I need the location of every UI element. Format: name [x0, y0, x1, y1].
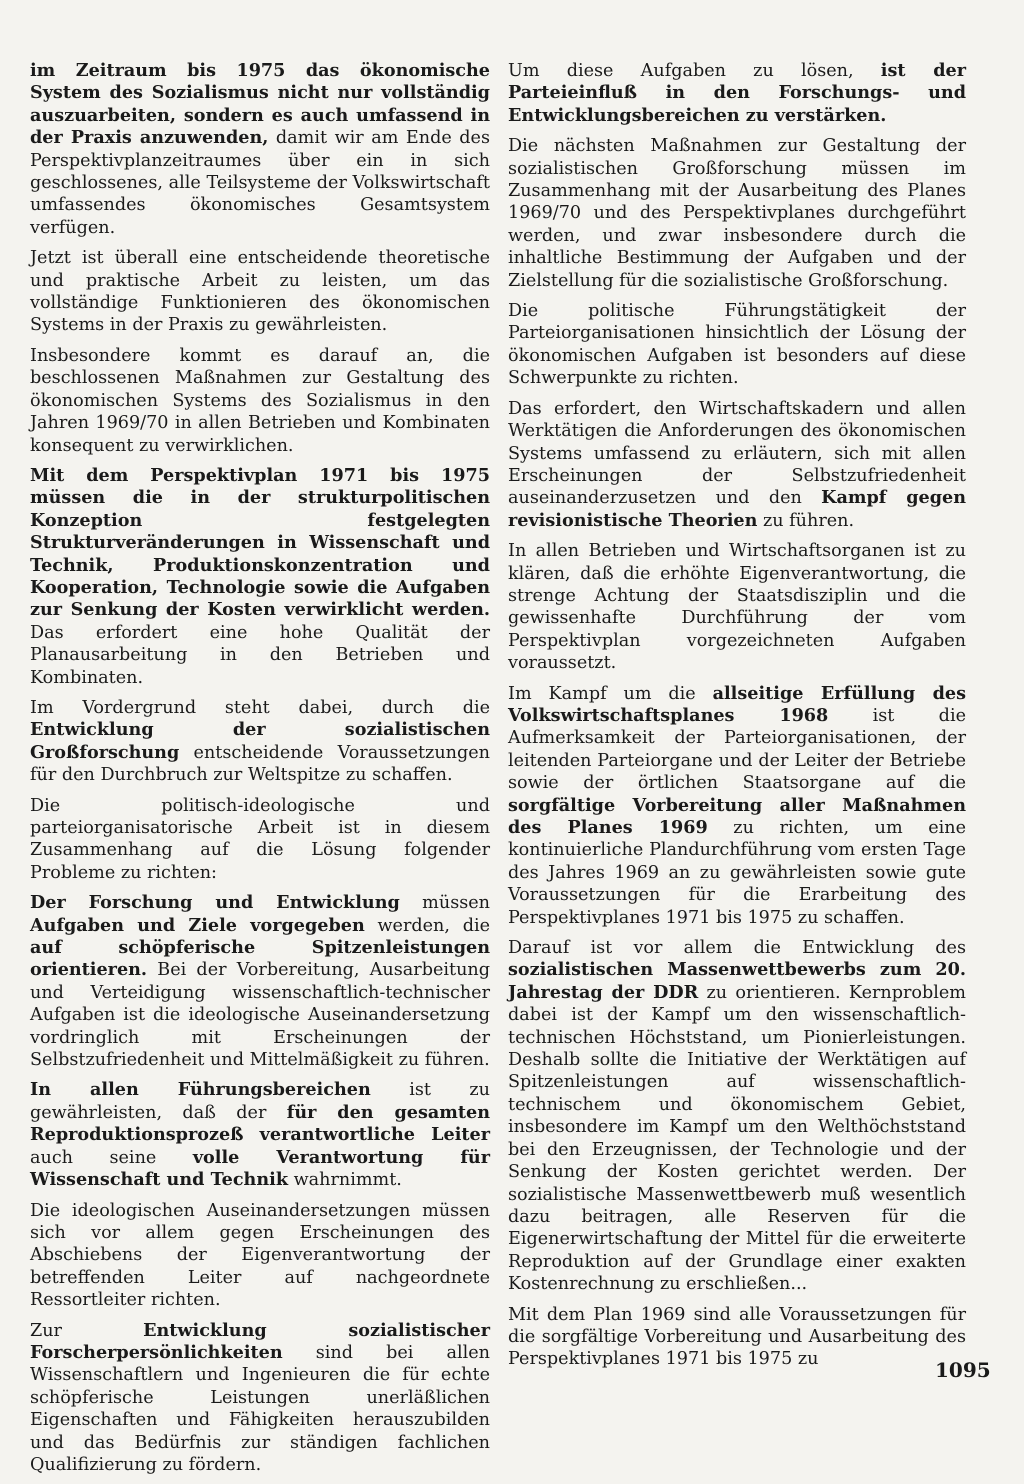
bold-text: sozialistischen Massenwettbewerbs zum 20. Jahrestag der DDR [508, 959, 966, 1003]
bold-text: auf schöpferische Spitzenleistungen orientieren. [30, 937, 490, 981]
text-run: ist zu gewährleisten, daß der [30, 1080, 490, 1123]
text-run: auch seine [30, 1147, 193, 1168]
bold-text: Entwicklung der sozialistischen Großforschung [30, 719, 490, 763]
paragraph [30, 1079, 490, 1191]
bold-text: Aufgaben und Ziele vorgegeben [30, 914, 365, 936]
paragraph [30, 1320, 490, 1477]
paragraph [508, 135, 966, 292]
paragraph [508, 937, 966, 1296]
paragraph [30, 795, 490, 885]
right-column [508, 60, 966, 1379]
bold-text: für den gesamten Reproduktionsprozeß verantwortliche Leiter [30, 1101, 490, 1146]
text-run: Bei der Vorbereitung, Ausarbeitung und Verteidigung wissenschaftlich-technischer Aufgaben ist die ideologische Auseinandersetzung vordringlich mit Erscheinungen der Selbstzufriedenheit und Mittelmäßigkeit zu führen. [30, 960, 490, 1071]
text-run: Jetzt ist überall eine entscheidende theoretische und praktische Arbeit zu leisten, um das vollständige Funktionieren des ökonomischen Systems in der Praxis zu gewährleisten. [30, 248, 490, 336]
text-run: wahrnimmt. [288, 1170, 402, 1191]
paragraph [508, 398, 966, 532]
bold-text: volle Verantwortung für Wissenschaft und Technik [30, 1146, 490, 1191]
text-run: werden, die [364, 915, 490, 936]
text-run: zu führen. [757, 510, 855, 531]
text-run: Insbesondere kommt es darauf an, die beschlossenen Maßnahmen zur Gestaltung des ökonomischen Systems des Sozialismus in den Jahren 1969/70 in allen Betrieben und Kombinaten konsequent zu verwirklichen. [30, 345, 490, 456]
text-run: Das erfordert eine hohe Qualität der Planausarbeitung in den Betrieben und Kombinaten. [30, 622, 490, 688]
paragraph [508, 683, 966, 929]
bold-text: im Zeitraum bis 1975 das ökonomische System des Sozialismus nicht nur vollständig auszuarbeiten, sondern es auch umfassend in der Praxis anzuwenden, [30, 60, 490, 149]
paragraph [508, 540, 966, 674]
text-run: Die nächsten Maßnahmen zur Gestaltung der sozialistischen Großforschung müssen im Zusammenhang mit der Ausarbeitung des Planes 1969/70 und des Perspektivplanes durchgeführt werden, und zwar insbesondere durch die inhaltliche Bestimmung der Aufgaben und der Zielstellung für die sozialistische Großforschung. [508, 136, 966, 291]
bold-text: Mit dem Perspektivplan 1971 bis 1975 müssen die in der strukturpolitischen Konzeption festgelegten Strukturveränderungen in Wissenschaft und Technik, Produktionskonzentration und Kooperation, Technologie sowie die Aufgaben zur Senkung der Kosten verwirklicht werden. [30, 464, 490, 621]
paragraph [30, 465, 490, 689]
paragraph [30, 892, 490, 1071]
bold-text: Kampf gegen revisionistische Theorien [508, 487, 966, 531]
text-run: sind bei allen Wissenschaftlern und Ingenieuren die für echte schöpferische Leistungen unerläßlichen Eigenschaften und Fähigkeiten herauszubilden und das Bedürfnis zur ständigen fachlichen Qualifizierung zu fördern. [30, 1342, 490, 1475]
paragraph [508, 60, 966, 127]
left-column [30, 60, 490, 1484]
paragraph [30, 1200, 490, 1312]
text-run: Die ideologischen Auseinandersetzungen müssen sich vor allem gegen Erscheinungen des Abschiebens der Eigenverantwortung der betreffenden Leiter auf nachgeordnete Ressortleiter richten. [30, 1200, 490, 1311]
paragraph [30, 247, 490, 337]
bold-text: In allen Führungsbereichen [30, 1079, 371, 1101]
text-run: zu orientieren. Kernproblem dabei ist der Kampf um den wissenschaftlich-technischen Höchststand, um Pionierleistungen. Deshalb sollte die Initiative der Werktätigen auf Spitzenleistungen auf wissenschaftlich-technischem und ökonomischem Gebiet, insbesondere im Kampf um den Welthöchststand bei den Erzeugnissen, der Technologie und der Senkung der Kosten gerichtet werden. Der sozialistische Massenwettbewerb muß wesentlich dazu beitragen, alle Reserven für die Eigenerwirtschaftung der Mittel für die erweiterte Reproduktion auf der Grundlage einer exakten Kostenrechnung zu erschließen... [508, 982, 966, 1295]
bold-text: ist der Parteieinfluß in den Forschungs- und Entwicklungsbereichen zu verstärken. [508, 60, 966, 126]
text-run: zu richten, um eine kontinuierliche Plandurchführung vom ersten Tage des Jahres 1969 an zu gewährleisten sowie gute Voraussetzungen für die Erarbeitung des Perspektivplanes 1971 bis 1975 zu schaffen. [508, 818, 966, 928]
paragraph [30, 60, 490, 239]
text-run: entscheidende Voraussetzungen für den Durchbruch zur Weltspitze zu schaffen. [30, 742, 490, 786]
paragraph [30, 345, 490, 457]
text-run: Darauf ist vor allem die Entwicklung des [508, 938, 966, 959]
text-run: In allen Betrieben und Wirtschaftsorganen ist zu klären, daß die erhöhte Eigenverantwortung, die strenge Achtung der Staatsdisziplin und die gewissenhafte Durchführung der vom Perspektivplan vorgezeichneten Aufgaben voraussetzt. [508, 541, 966, 674]
text-run: Im Kampf um die [508, 683, 713, 704]
paragraph [508, 1304, 966, 1371]
text-run: Mit dem Plan 1969 sind alle Voraussetzungen für die sorgfältige Vorbereitung und Ausarbeitung des Perspektivplanes 1971 bis 1975 zu [508, 1304, 966, 1370]
text-run: Die politische Führungstätigkeit der Parteiorganisationen hinsichtlich der Lösung der ökonomischen Aufgaben ist besonders auf diese Schwerpunkte zu richten. [508, 301, 966, 389]
page-number: 1095 [935, 1358, 991, 1382]
bold-text: Der Forschung und Entwicklung [30, 892, 400, 914]
bold-text: allseitige Erfüllung des Volkswirtschaftsplanes 1968 [508, 682, 966, 726]
bold-text: Entwicklung sozialistischer Forscherpersönlichkeiten [30, 1319, 490, 1363]
text-run: Die politisch-ideologische und parteiorganisatorische Arbeit ist in diesem Zusammenhang auf die Lösung folgender Probleme zu richten: [30, 795, 490, 883]
bold-text: sorgfältige Vorbereitung aller Maßnahmen des Planes 1969 [508, 794, 966, 838]
paragraph [508, 300, 966, 390]
text-run: müssen [399, 893, 490, 914]
text-run: ist die Aufmerksamkeit der Parteiorganisationen, der leitenden Parteiorgane und der Leiter der Betriebe sowie der örtlichen Staatsorgane auf die [508, 705, 966, 794]
text-run: damit wir am Ende des Perspektivplanzeitraumes über ein in sich geschlossenes, alle Teilsysteme der Volkswirtschaft umfassendes ökonomisches Gesamtsystem verfügen. [30, 128, 490, 238]
text-run: Im Vordergrund steht dabei, durch die [30, 697, 490, 718]
paragraph [30, 697, 490, 787]
text-run: Zur [30, 1320, 144, 1341]
text-run: Das erfordert, den Wirtschaftskadern und allen Werktätigen die Anforderungen des ökonomischen Systems umfassend zu erläutern, sich mit allen Erscheinungen der Selbstzufriedenheit auseinanderzusetzen und den [508, 398, 966, 509]
text-run: Um diese Aufgaben zu lösen, [508, 61, 881, 81]
